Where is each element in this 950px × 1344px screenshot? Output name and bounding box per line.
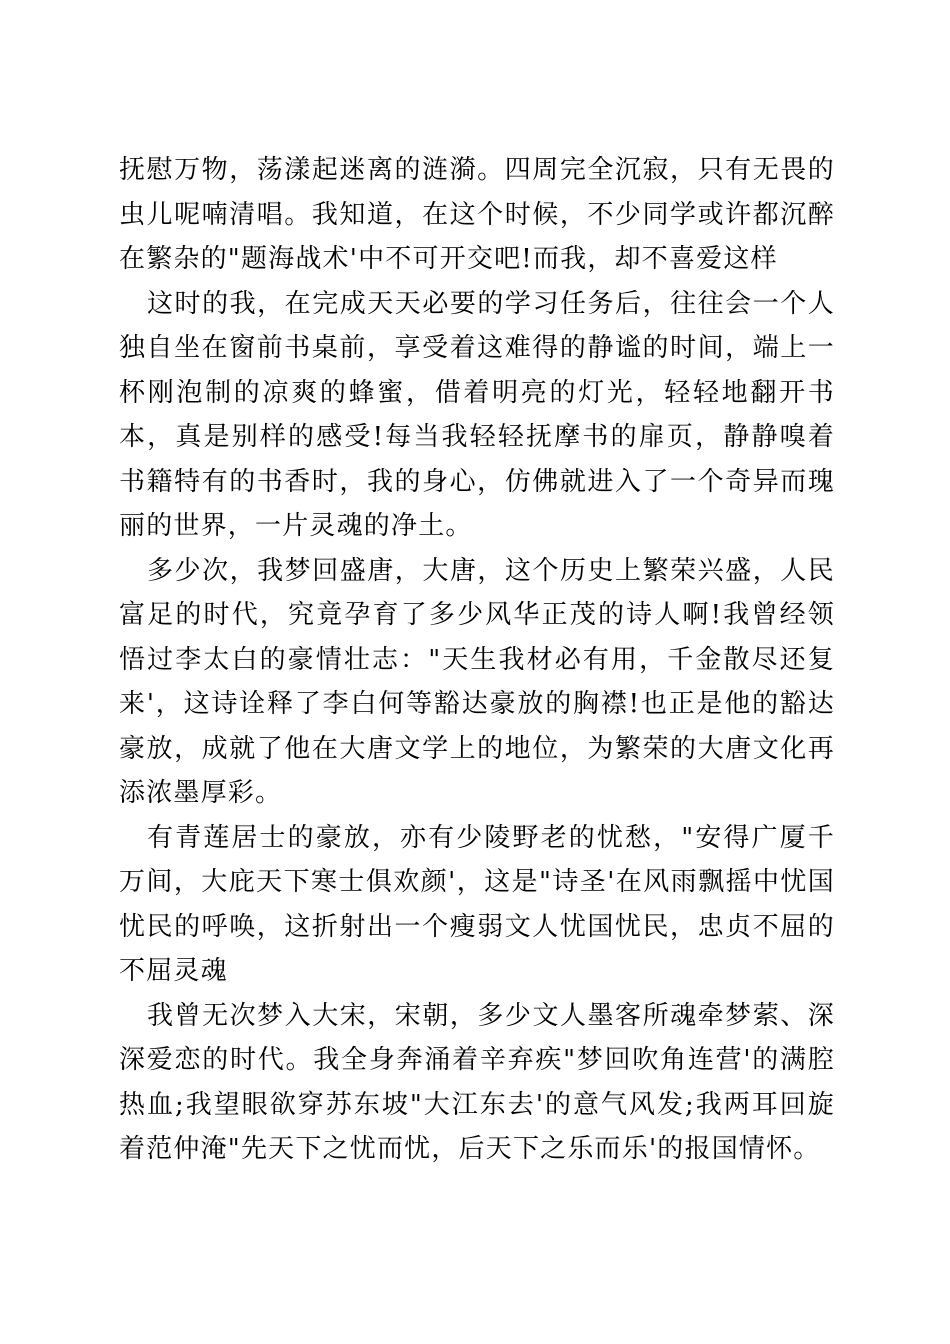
paragraph-3: 多少次，我梦回盛唐，大唐，这个历史上繁荣兴盛，人民富足的时代，究竟孕育了多少风华正茂的诗人啊!我曾经领悟过李太白的豪情壮志："天生我材必有用，千金散尽还复来'，这诗诠释了李白何等豁达豪放的胸襟!也正是他的豁达豪放，成就了他在大唐文学上的地位，为繁荣的大唐文化再添浓墨厚彩。 [119,555,835,808]
paragraph-2: 这时的我，在完成天天必要的学习任务后，往往会一个人独自坐在窗前书桌前，享受着这难得的静谧的时间，端上一杯刚泡制的凉爽的蜂蜜，借着明亮的灯光，轻轻地翻开书本，真是别样的感受!每当我轻轻抚摩书的扉页，静静嗅着书籍特有的书香时，我的身心，仿佛就进入了一个奇异而瑰丽的世界，一片灵魂的净土。 [119,288,835,541]
paragraph-4: 有青莲居士的豪放，亦有少陵野老的忧愁，"安得广厦千万间，大庇天下寒士俱欢颜'，这是"诗圣'在风雨飘摇中忧国忧民的呼唤，这折射出一个瘦弱文人忧国忧民，忠贞不屈的不屈灵魂 [119,822,835,986]
body-text [119,148,835,1172]
paragraph-5: 我曾无次梦入大宋，宋朝，多少文人墨客所魂牵梦萦、深深爱恋的时代。我全身奔涌着辛弃疾"梦回吹角连营'的满腔热血;我望眼欲穿苏东坡"大江东去'的意气风发;我两耳回旋着范仲淹"先天下之忧而忧，后天下之乐而乐'的报国情怀。 [119,1000,835,1164]
paragraph-1: 抚慰万物，荡漾起迷离的涟漪。四周完全沉寂，只有无畏的虫儿呢喃清唱。我知道，在这个时候，不少同学或许都沉醉在繁杂的"题海战术'中不可开交吧!而我，却不喜爱这样 [119,155,835,274]
